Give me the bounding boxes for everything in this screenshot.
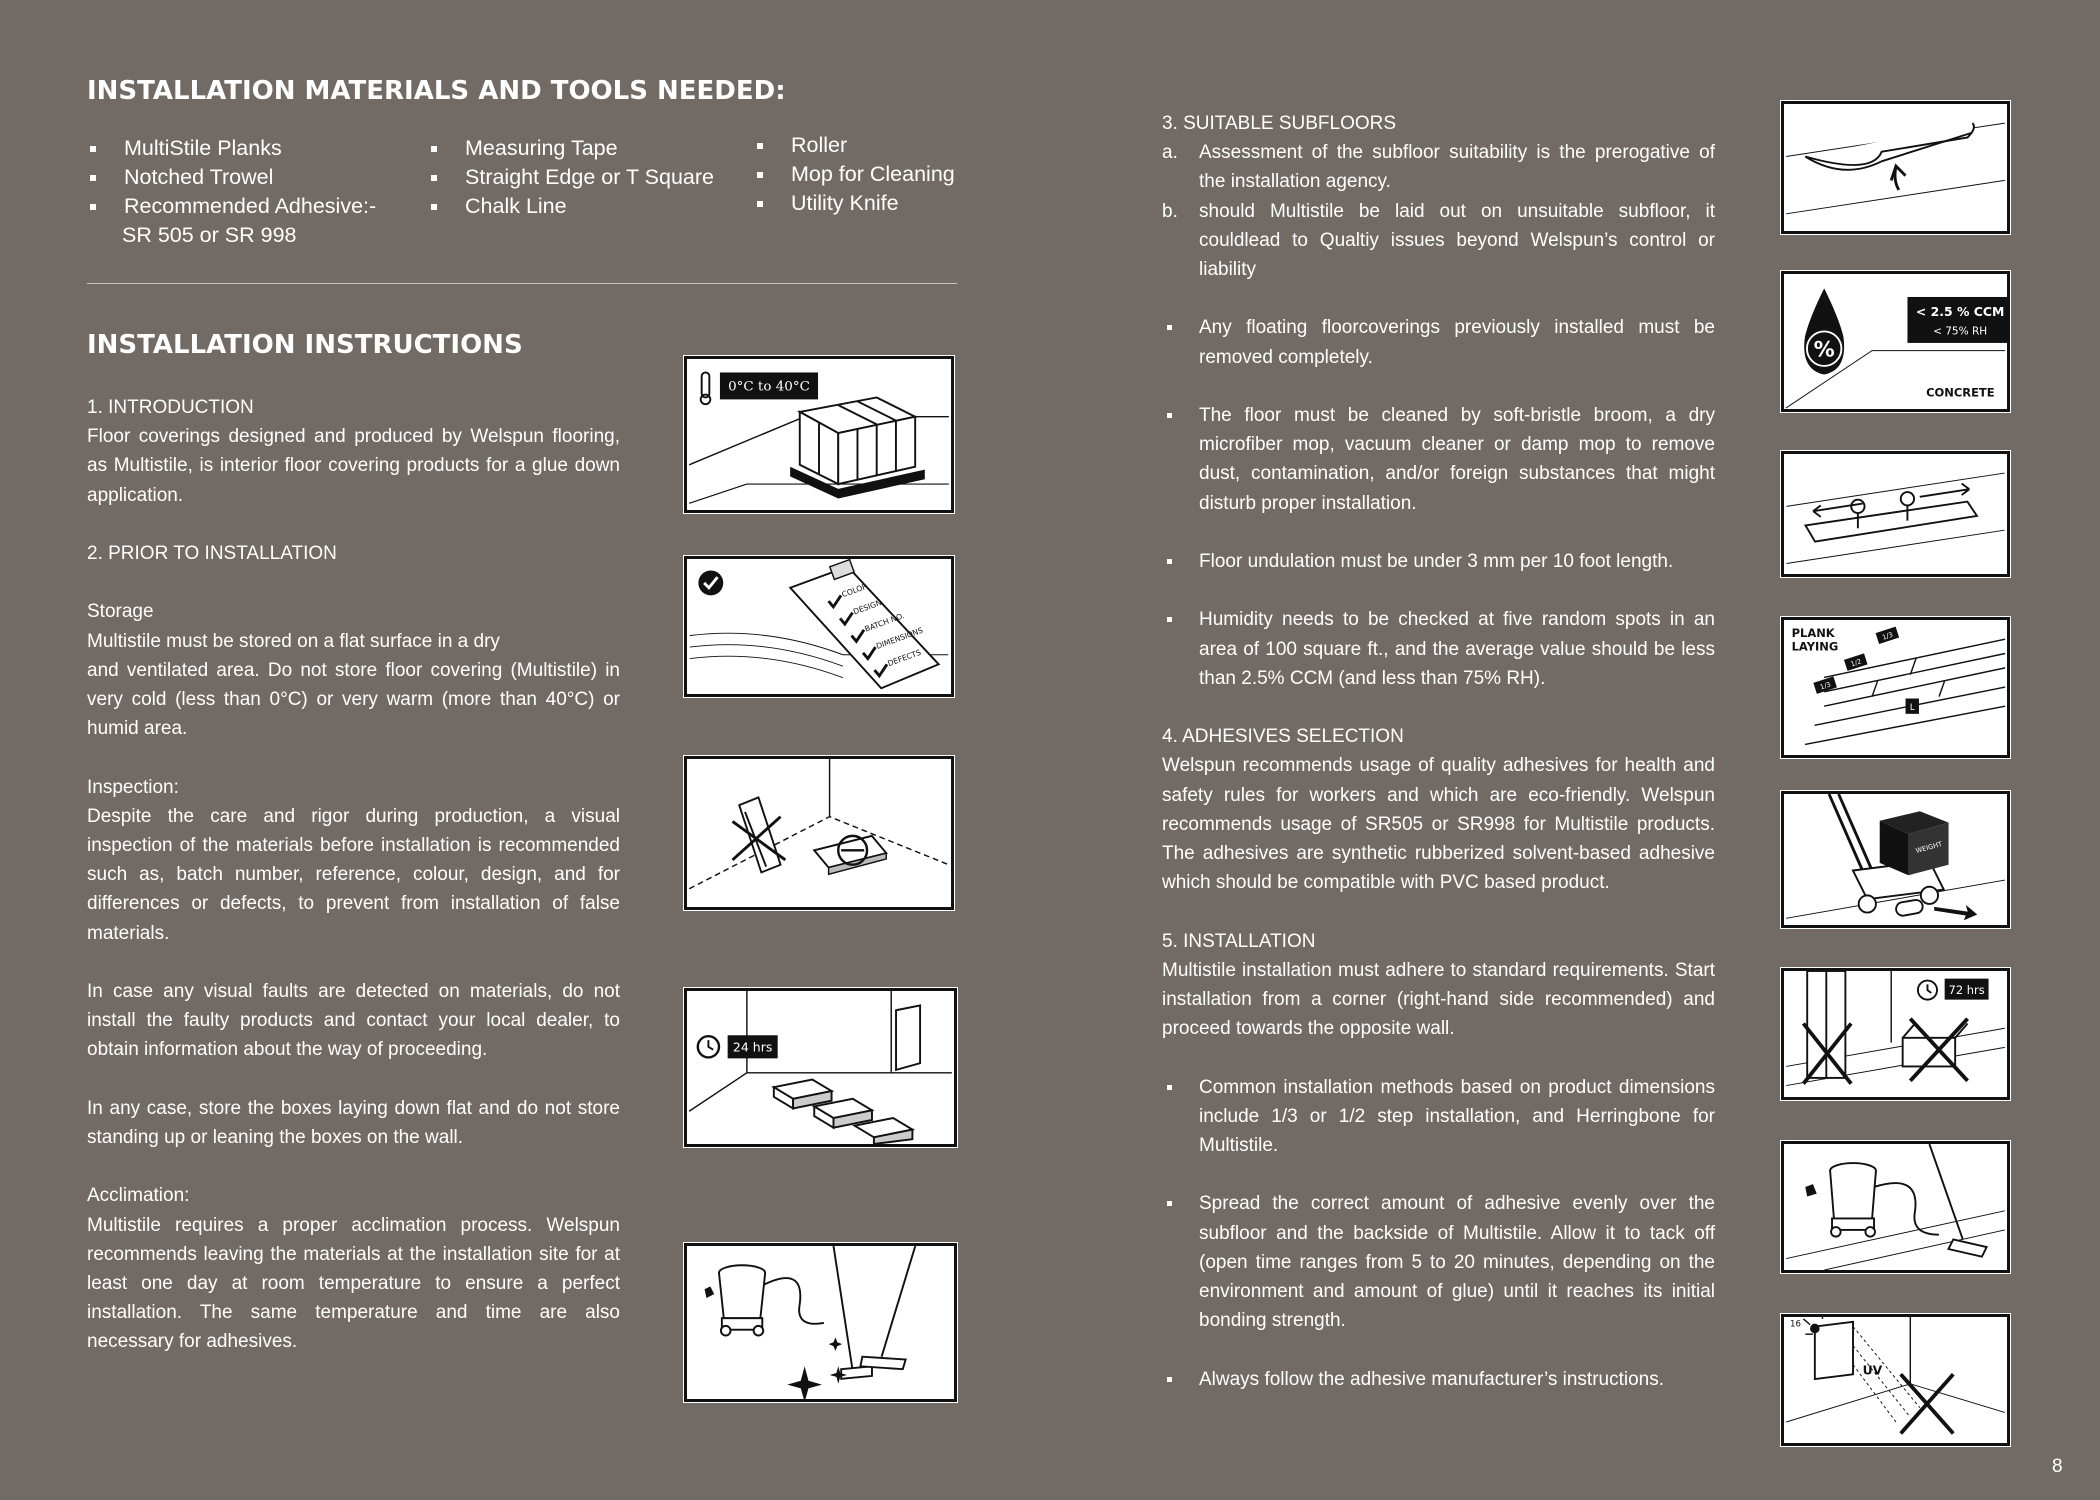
acclimation-heading: Acclimation: xyxy=(87,1185,190,1207)
checklist-label-dimensions: DIMENSIONS xyxy=(875,625,925,651)
list-marker: b. xyxy=(1162,200,1178,222)
checklist-icon xyxy=(687,559,951,694)
subfloors-heading: 3. SUITABLE SUBFLOORS xyxy=(1162,113,1397,134)
list-item: Floor undulation must be under 3 mm per 10 foot length. xyxy=(1162,547,1715,576)
plank-tag: 1/3 xyxy=(1881,630,1894,642)
list-item: Utility Knife xyxy=(754,189,955,218)
uv-label: UV xyxy=(1862,1362,1883,1378)
checklist-label-batch: BATCH NO. xyxy=(863,611,906,634)
storage-heading: Storage xyxy=(87,601,154,623)
list-item: Recommended Adhesive:- xyxy=(87,192,376,221)
materials-list-col1 xyxy=(87,134,376,250)
section-divider xyxy=(87,283,957,284)
checklist-label-color: COLOR xyxy=(840,581,869,600)
time-24-label: 24 hrs xyxy=(732,1039,773,1055)
svg-text:%: % xyxy=(1813,336,1835,362)
materials-list-col2 xyxy=(428,134,714,221)
laying-label: LAYING xyxy=(1791,639,1839,654)
page-number: 8 xyxy=(2052,1456,2063,1477)
list-text: should Multistile be laid out on unsuitable subfloor, it couldlead to Qualtiy issues beyond Welspun’s control or liability xyxy=(1199,200,1715,281)
remove-floorcovering-illustration xyxy=(1781,101,2010,234)
inspection-heading: Inspection: xyxy=(87,776,179,798)
acclimation-24hrs-illustration xyxy=(684,988,957,1147)
store-text: In any case, store the boxes laying down flat and do not store standing up or leaning the boxes on the wall. xyxy=(87,1097,620,1148)
list-item: Any floating floorcoverings previously installed must be removed completely. xyxy=(1162,313,1715,371)
checklist-label-defects: DEFECTS xyxy=(886,647,923,669)
list-marker: a. xyxy=(1162,142,1178,164)
uv-tag: 16 xyxy=(1790,1319,1801,1330)
level-measure-icon xyxy=(1784,454,2007,574)
ccm-label: < 2.5 % CCM xyxy=(1915,304,2005,320)
list-item: Always follow the adhesive manufacturer’s instructions. xyxy=(1162,1365,1715,1394)
uv-illustration xyxy=(1781,1314,2010,1446)
temp-label: 0°C to 40°C xyxy=(728,379,810,395)
checklist-illustration xyxy=(684,556,954,697)
vacuum-illustration xyxy=(1781,1141,2010,1273)
list-item: Spread the correct amount of adhesive evenly over the subfloor and the backside of Multistile. Allow it to tack off (open time ranges from 5 to 20 minutes, depending on the environment and amount of glue) until it reaches its initial bonding strength. xyxy=(1162,1189,1715,1335)
undulation-illustration xyxy=(1781,451,2010,577)
wall-leaning-illustration xyxy=(684,756,954,910)
materials-title: INSTALLATION MATERIALS AND TOOLS NEEDED: xyxy=(87,76,786,106)
list-item: Straight Edge or T Square xyxy=(428,163,714,192)
storage-line: Multistile must be stored on a flat surface in a dry xyxy=(87,630,500,652)
subfloors-bullets xyxy=(1162,313,1715,693)
list-item: Roller xyxy=(754,131,955,160)
installation-heading: 5. INSTALLATION xyxy=(1162,930,1316,952)
vacuum-icon xyxy=(1784,1144,2007,1270)
subfloors-lettered-list xyxy=(1162,138,1715,284)
list-item xyxy=(1162,138,1715,196)
inspection-text: Despite the care and rigor during production, a visual inspection of the materials before installation is recommended such as, batch number, reference, colour, design, and for differences or defects, to prevent from installation of false materials. xyxy=(87,805,620,944)
list-item: MultiStile Planks xyxy=(87,134,376,163)
no-leaning-icon xyxy=(687,759,951,907)
weighted-roller-icon xyxy=(1784,794,2007,925)
list-item-continuation: SR 505 or SR 998 xyxy=(122,223,297,247)
right-column-body xyxy=(1162,109,1715,1423)
instructions-title: INSTALLATION INSTRUCTIONS xyxy=(87,330,523,360)
list-item: Humidity needs to be checked at five random spots in an area of 100 square ft., and the average value should be less than 2.5% CCM (and less than 75% RH). xyxy=(1162,605,1715,693)
time-72-label: 72 hrs xyxy=(1948,982,1985,997)
intro-heading: 1. INTRODUCTION xyxy=(87,397,254,418)
pallet-icon xyxy=(687,359,951,510)
concrete-label: CONCRETE xyxy=(1926,385,1995,400)
list-item: Common installation methods based on product dimensions include 1/3 or 1/2 step installation, and Herringbone for Multistile. xyxy=(1162,1073,1715,1161)
list-item: Chalk Line xyxy=(428,192,714,221)
checklist-label-design: DESIGN xyxy=(852,597,883,617)
list-item: Notched Trowel xyxy=(87,163,376,192)
no-uv-icon xyxy=(1784,1317,2007,1443)
humidity-drop-icon xyxy=(1784,274,2007,409)
weight-label: WEIGHT xyxy=(1914,840,1944,855)
clock-24hrs-icon xyxy=(687,991,954,1144)
storage-text: and ventilated area. Do not store floor covering (Multistile) in very cold (less than 0°C) or very warm (more than 40°C) or humid area. xyxy=(87,659,620,740)
adhesives-heading: 4. ADHESIVES SELECTION xyxy=(1162,726,1404,748)
peel-floor-icon xyxy=(1784,104,2007,231)
list-item xyxy=(1162,197,1715,285)
adhesives-text: Welspun recommends usage of quality adhesives for health and safety rules for workers and which are eco-friendly. Welspun recommends usage of SR505 or SR998 for Multistile products. The adhesives are synthetic rubberized solvent-based adhesive which should be compatible with PVC based product. xyxy=(1162,755,1715,894)
plank-laying-icon xyxy=(1784,620,2007,755)
plank-tag: L xyxy=(1909,703,1915,713)
intro-text: Floor coverings designed and produced by Welspun flooring, as Multistile, is interior floor covering products for a glue down application. xyxy=(87,426,620,506)
list-item: The floor must be cleaned by soft-bristle broom, a dry microfiber mop, vacuum cleaner or damp mop to remove dust, contamination, and/or foreign substances that might disturb proper installation. xyxy=(1162,401,1715,518)
cleaning-illustration xyxy=(684,1243,957,1402)
no-furniture-icon xyxy=(1784,971,2007,1097)
pallet-temperature-illustration xyxy=(684,356,954,513)
prior-heading: 2. PRIOR TO INSTALLATION xyxy=(87,543,337,564)
plank-tag: 1/3 xyxy=(1819,680,1832,692)
plank-tag: 1/2 xyxy=(1849,657,1863,669)
roller-illustration xyxy=(1781,791,2010,928)
instructions-body xyxy=(87,393,620,1357)
list-text: Assessment of the subfloor suitability is the prerogative of the installation agency. xyxy=(1199,142,1715,193)
rh-label: < 75% RH xyxy=(1933,325,1988,338)
materials-list-col3 xyxy=(754,131,955,218)
list-item: Measuring Tape xyxy=(428,134,714,163)
plank-label: PLANK xyxy=(1791,626,1835,641)
faults-text: In case any visual faults are detected on materials, do not install the faulty products and contact your local dealer, to obtain information about the way of proceeding. xyxy=(87,981,620,1061)
acclimation-72hrs-illustration xyxy=(1781,968,2010,1100)
vacuum-mop-icon xyxy=(687,1246,954,1399)
plank-laying-illustration xyxy=(1781,617,2010,758)
installation-bullets xyxy=(1162,1073,1715,1394)
list-item: Mop for Cleaning xyxy=(754,160,955,189)
humidity-illustration xyxy=(1781,271,2010,412)
installation-text: Multistile installation must adhere to standard requirements. Start installation from a corner (right-hand side recommended) and proceed towards the opposite wall. xyxy=(1162,959,1715,1040)
acclimation-text: Multistile requires a proper acclimation process. Welspun recommends leaving the materials at the installation site for at least one day at room temperature to ensure a perfect installation. The same temperature and time are also necessary for adhesives. xyxy=(87,1214,620,1353)
